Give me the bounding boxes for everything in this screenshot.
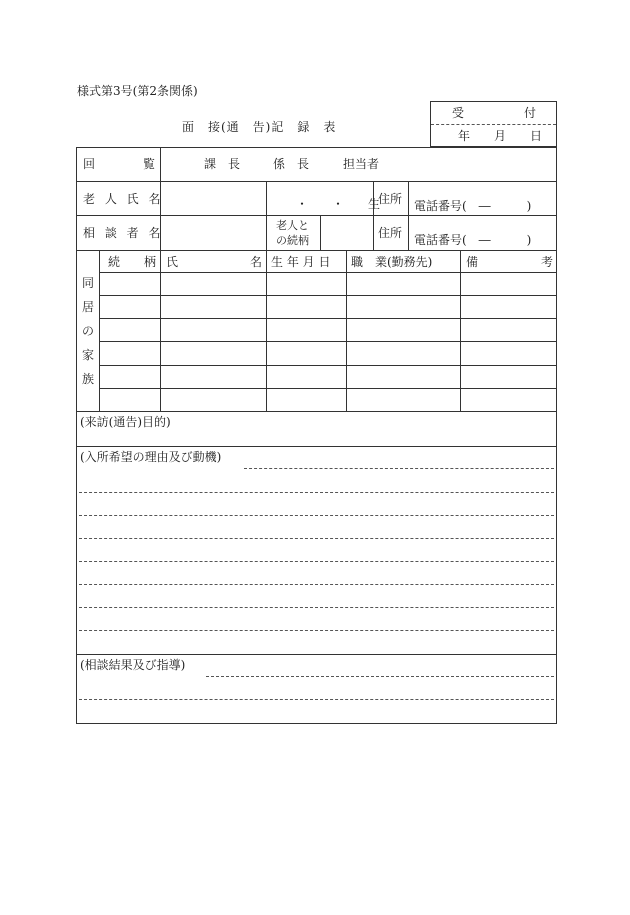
relation-label-line1: 老人と (276, 219, 309, 232)
reason-label: (入所希望の理由及び動機) (80, 450, 222, 464)
consultant-address-label: 住所 (378, 226, 403, 240)
elder-name-divider (266, 181, 267, 215)
family-header-occupation: 職 業(勤務先) (351, 255, 433, 269)
elder-address-divider (408, 181, 409, 215)
review-role-staff: 担当者 (343, 157, 380, 171)
consultant-name-label: 相 談 者 名 (83, 226, 164, 240)
review-label: 回 覧 (83, 157, 156, 171)
table-row-line (99, 365, 557, 366)
family-side-char: 族 (81, 372, 94, 386)
consultant-relation-divider (320, 215, 321, 250)
family-side-char: の (81, 324, 94, 338)
table-row-line (99, 341, 557, 342)
table-row-line (99, 272, 557, 273)
review-role-subsection-chief: 係 長 (273, 157, 310, 171)
row-line (76, 411, 557, 412)
reason-dotted-line (79, 515, 554, 516)
family-side-char: 家 (81, 348, 94, 362)
family-header-remarks-b: 考 (541, 255, 554, 269)
family-header-name-a: 氏 (166, 255, 179, 269)
family-header-remarks-a: 備 (466, 255, 479, 269)
family-header-relation: 続 柄 (108, 255, 157, 269)
family-header-birthdate: 生 年 月 日 (271, 255, 331, 269)
table-row-line (99, 295, 557, 296)
result-label: (相談結果及び指導) (80, 658, 186, 672)
form-number: 様式第3号(第2条関係) (77, 84, 198, 98)
elder-phone: 電話番号( ― ) (414, 199, 532, 213)
receipt-date: 年 月 日 (458, 129, 543, 143)
consultant-phone: 電話番号( ― ) (414, 233, 532, 247)
page-title: 面 接(通 告)記 録 表 (182, 120, 337, 134)
consultant-rel-value-divider (373, 215, 374, 250)
reason-dotted-line (79, 538, 554, 539)
row-line (76, 446, 557, 447)
table-row-line (99, 318, 557, 319)
row-line (76, 215, 557, 216)
family-header-name-b: 名 (250, 255, 263, 269)
review-role-section-chief: 課 長 (204, 157, 241, 171)
result-dotted-line (79, 699, 554, 700)
family-side-char: 居 (81, 300, 94, 314)
reason-dotted-line (79, 607, 554, 608)
reason-dotted-line (244, 468, 554, 469)
purpose-label: (来訪(通告)目的) (80, 415, 171, 429)
receipt-label: 受 付 (452, 106, 537, 120)
consultant-address-divider (408, 215, 409, 250)
family-side-char: 同 (81, 276, 94, 290)
relation-label-line2: の続柄 (276, 234, 309, 247)
elder-address-label: 住所 (378, 192, 403, 206)
result-dotted-line (206, 676, 554, 677)
reason-dotted-line (79, 561, 554, 562)
consultant-name-divider (266, 215, 267, 250)
reason-dotted-line (79, 630, 554, 631)
reason-dotted-line (79, 584, 554, 585)
reason-dotted-line (79, 492, 554, 493)
elder-name-label: 老 人 氏 名 (83, 192, 164, 206)
table-row-line (99, 388, 557, 389)
receipt-divider (431, 124, 556, 125)
elder-birth-suffix: ・ ・ 生 (296, 197, 381, 211)
row-line (76, 250, 557, 251)
row-line (76, 181, 557, 182)
row-line (76, 654, 557, 655)
review-divider (160, 147, 161, 181)
